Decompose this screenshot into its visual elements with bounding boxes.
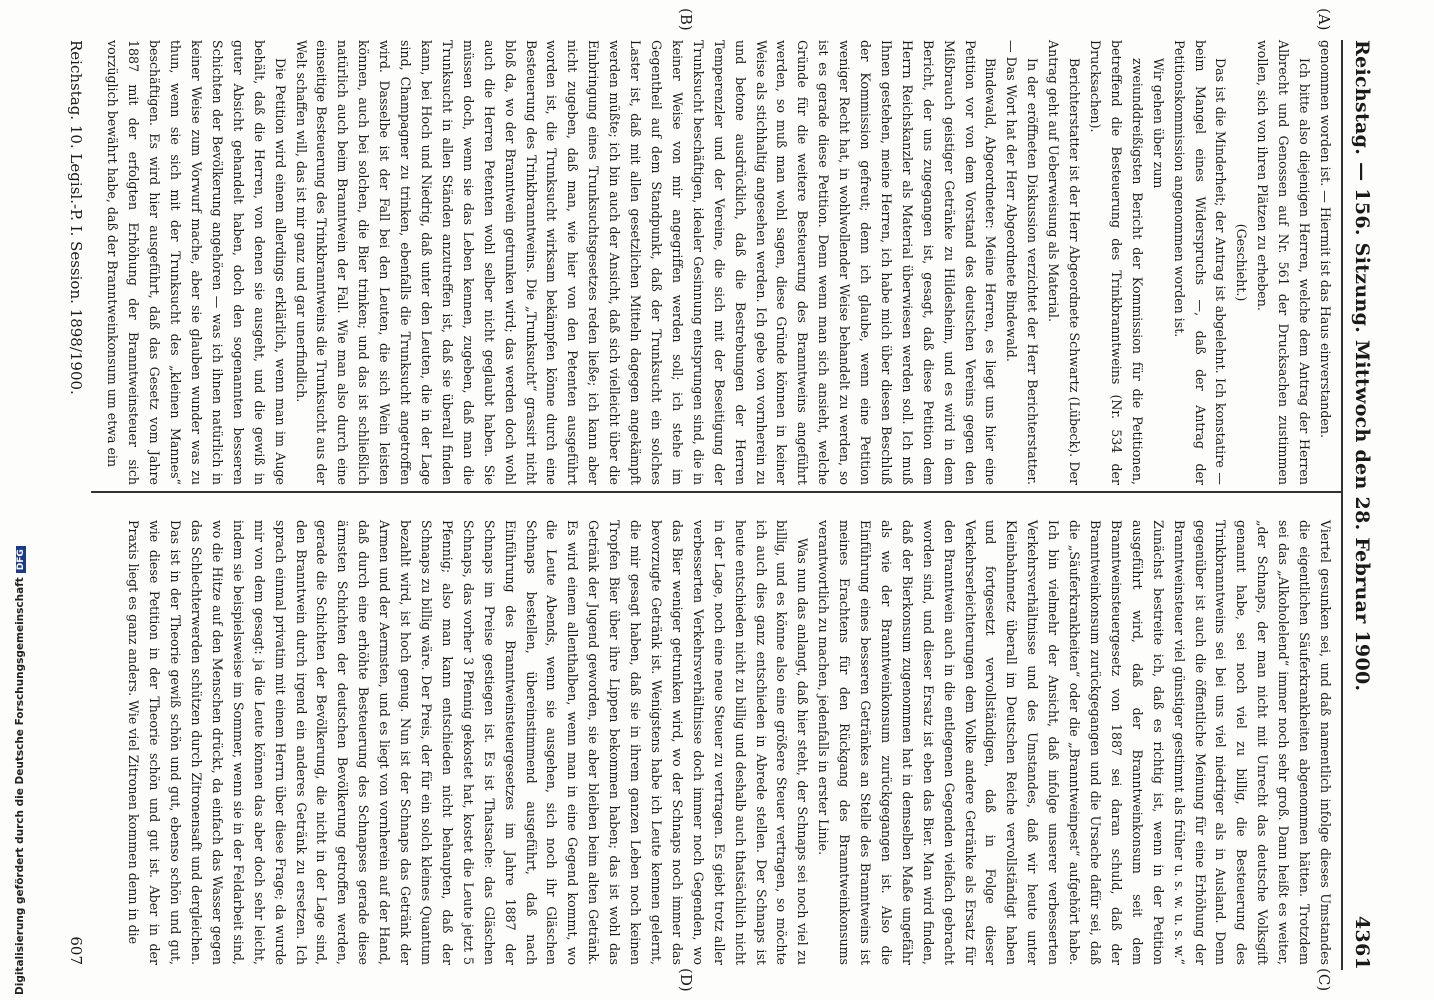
paragraph: Viertel gesunken sei, und daß namentlich infolge dieses Umstandes die eigentlichen Säuferkrankheiten abgenommen hätten. Trotzdem sei das „Alkoholelend“ immer noch sehr groß. Dann heißt es weiter, „der Schnaps, der man nicht mit Unrecht das deutsche Volksgift genannt habe, sei noch viel zu billig, die Besteuerung des Trinkbranntweins sei bei uns viel niedriger als in Ausland. Denn gegenüber ist auch die öffentliche Meinung für eine Erhöhung der Branntweinsteuer viel günstiger gestimmt als früher u. s. w. u. s. w.“ Zunächst bestreite ich, daß es richtig ist, wenn in der Petition ausgeführt wird, daß der Branntweinkonsum seit dem Branntweinsteuergesetz von 1887 sei daran schuld, daß der Branntweinkonsum zurückgegangen und die Ursache dafür sei, daß die „Säuferkrankheiten“ oder die „Branntweinpest“ aufgehört habe. Ich bin vielmehr der Ansicht, daß infolge unserer verbesserten Verkehrsverhältnisse und des Umstandes, daß wir heute unter Kleinbahnnetz überall im Deutschen Reiche vervollständigt haben und fortgesetzt vervollständigen, daß in Folge dieser Verkehrserleichterungen dem Volke andere Getränke als Ersatz für den Branntwein auch in die entlegenen Gegenden vielfach gebracht worden sind, und dieser Ersatz ist eben das Bier. Man wird finden, daß der Bierkonsum zugenommen hat in demselben Maße ungefähr als wie der Branntweinkonsum zurückgegangen ist. Also die Einführung eines besseren Getränkes an Stelle des Branntweins ist meines Erachtens für den Rückgang des Branntweinkonsums verantwortlich zu machen, jedenfalls in erster Linie.: [816, 520, 1333, 965]
paragraph: Ich bitte also diejenigen Herren, welche dem Antrag der Herren Albrecht und Genossen auf Nr. 561 der Drucksachen zustimmen wollen, sich von ihren Plätzen zu erheben.: [1255, 40, 1313, 485]
page-footer: [67, 40, 85, 485]
footer-sheet-number-text: 607: [67, 936, 85, 965]
running-header: [1343, 40, 1377, 970]
header-title: Reichstag. — 156. Sitzung. Mittwoch den 28. Februar 1900.: [1351, 40, 1373, 692]
header-rule: [1342, 40, 1344, 970]
footer-session: Reichstag. 10. Legisl.-P. I. Session. 1898/1900.: [67, 40, 85, 395]
paragraph: In der eröffneten Diskussion verzichtet der Herr Berichterstatter. — Das Wort hat der Herr Abgeordnete Bindewald.: [1004, 40, 1041, 485]
margin-marker-a: (A): [1315, 8, 1333, 31]
footer-sheet-number: [67, 520, 85, 965]
column-divider: [91, 491, 1341, 493]
digitization-credit-text: Digitalisierung gefördert durch die Deutsche Forschungsgemeinschaft: [14, 577, 26, 995]
paragraph: Was nun das anlangt, daß hier steht, der Schnaps sei noch viel zu billig, und es könne also eine größere Steuer vertragen, so möchte ich auch dies ganz entschieden in Abrede stellen. Der Schnaps ist heute entschieden nicht zu billig und deshalb auch thatsächlich nicht in der Lage, noch eine neue Steuer zu vertragen. Es giebt trotz aller verbesserten Verkehrsverhältnisse doch immer noch Gegenden, wo das Bier weniger getrunken wird, wo der Schnaps noch immer das bevorzugte Getränk ist. Wenigstens habe ich Leute kennen gelernt, die mir gesagt haben, daß sie in ihrem ganzen Leben noch keinen Tropfen Bier über ihre Lippen bekommen haben; das ist wohl das Getränk der Jugend geworden, sie aber bleiben beim alten Getränk. Es wird einem allenthalben, wenn man in eine Gegend kommt, wo die Leute Abends, wenn sie ausgehen, sich noch ihr Gläschen Schnaps bestellen, übereinstimmend ausgeführt, daß nach Einführung des Branntweinsteuergesetzes im Jahre 1887 der Schnaps im Preise gestiegen ist. Es ist Thatsache: das Gläschen Schnaps, das vorher 3 Pfennig gekostet hat, kostet die Leute jetzt 5 Pfennig; also man kann entschieden nicht behaupten, daß der Schnaps zu billig wäre. Der Preis, der für ein solch kleines Quantum bezahlt wird, ist hoch genug. Nun ist der Schnaps das Getränk der Armen und der Aermsten, und es liegt von vornherein auf der Hand, daß durch eine erhöhte Besteuerung des Schnapses gerade diese ärmsten Schichten der deutschen Bevölkerung getroffen werden, gerade die Schichten der Bevölkerung, die nicht in der Lage sind, den Branntwein durch irgend ein anderes Getränk zu ersetzen. Ich sprach einmal privatim mit einem Herrn über diese Frage; da wurde mir von dem gesagt: ja die Leute können das aber doch sehr leicht, indem sie beispielsweise im Sommer, wenn sie in der Feldarbeit sind, wo die Hitze auf den Menschen drückt, da einfach das Wasser gegen das Schlechterwerden schützen durch Zitronensaft und dergleichen. Das ist in der Theorie gewiß schön und gut, ebenso schön und gut, wie diese Petition in der Theorie schön und gut ist. Aber in der Praxis liegt es ganz anders. Wie viel Zitronen kommen denn in die: [126, 520, 811, 965]
digitization-credit: [14, 546, 26, 995]
margin-marker-c: (C): [1315, 968, 1333, 992]
right-text-column: [122, 520, 1335, 965]
dfg-logo-badge: DFG: [16, 546, 26, 573]
margin-marker-b: (B): [677, 8, 695, 31]
header-page-number: 4361: [1351, 915, 1373, 970]
paragraph: (Geschieht.): [1234, 223, 1250, 302]
paragraph: Wir gehen über zum: [1150, 58, 1166, 189]
paragraph: Berichterstatter ist der Herr Abgeordnete Schwartz (Lübeck). Der Antrag geht auf Ueberweisung als Material.: [1046, 40, 1083, 485]
paragraph: Bindewald, Abgeordneter: Meine Herren, es liegt uns hier eine Petition vor von dem Vorstand des deutschen Vereins gegen den Mißbrauch geistiger Getränke zu Hildesheim, und es wird in dem Bericht, der uns zugegangen ist, gesagt, daß diese Petition dem Herrn Reichskanzler als Material überwiesen werden soll. Ich muß Ihnen gestehen, meine Herren, ich habe mich über diesen Beschluß der Kommission gefreut; denn ich glaube, wenn eine Petition weniger Recht hat, in wohlwollender Weise behandelt zu werden, so ist es gerade diese Petition. Denn wenn man sich ansieht, welche Gründe für die weitere Besteuerung des Branntweins angeführt werden, so muß man wohl sagen, diese Gründe können in keiner Weise als stichhaltig angesehen werden. Ich gebe von vornherein zu und betone ausdrücklich, daß die Bestrebungen der Herren Temperenzler und der Vereine, die sich mit der Beseitigung der Trunksucht beschäftigen, idealer Gesinnung entsprungen sind, die in keiner Weise von mir angegriffen werden soll; ich stehe im Gegentheil auf dem Standpunkt, daß der Trunksucht ein solches Laster ist, daß mit allen gesetzlichen Mitteln dagegen angekämpft werden müßte; ich bin auch der Ansicht, daß sich vielleicht über die Einbringung eines Trunksuchtsgesetzes reden ließe; ich kann aber nicht zugeben, daß man, wie hier von den Petenten ausgeführt worden ist, die Trunksucht wirksam bekämpfen könne durch eine Besteuerung des Trinkbranntweins. Die „Trunksucht“ grassirt nicht bloß da, wo der Branntwein getrunken wird; das werden doch wohl auch die Herren Petenten wohl selber nicht geglaubt haben. Sie müssen doch, wenn sie das Leben kennen, zugeben, daß man die Trunksucht in allen Ständen anzutreffen ist, daß sie überall finden kann, bei Hoch und Niedrig, daß unter den Leuten, die in der Lage sind, Champagner zu trinken, ebenfalls die Trunksucht angetroffen wird. Dasselbe ist der Fall bei den Leuten, die sich Wein leisten können, auch bei solchen, die Bier trinken; und das ist schließlich natürlich auch beim Branntwein der Fall. Wie man also durch eine einseitige Besteuerung des Trinkbranntweins die Trunksucht aus der Welt schaffen will, das ist mir ganz und gar unerfindlich.: [293, 40, 999, 485]
digitization-credit-strip: [0, 0, 26, 1000]
paragraph: Das ist die Minderheit; der Antrag ist abgelehnt. Ich konstatire — beim Mangel eines Widerspruchs —, daß der Antrag der Petitionskommission angenommen worden ist.: [1171, 40, 1229, 485]
paragraph: genommen worden ist. — Hiermit ist das Haus einverstanden.: [1318, 40, 1333, 438]
left-text-column: [102, 40, 1335, 485]
paragraph: zweiunddreißigsten Bericht der Kommission für die Petitionen, betreffend die Besteuerung des Trinkbranntweins (Nr. 534 der Drucksachen).: [1088, 40, 1145, 485]
margin-marker-d: (D): [677, 968, 695, 992]
paragraph: Die Petition wird einem allerdings erklärlich, wenn man im Auge behält, daß die Herren, von denen sie ausgeht, und die gewiß in guter Absicht gehandelt haben, doch den sogenannten besseren Schichten der Bevölkerung angehören — was ich ihnen natürlich in keiner Weise zum Vorwurf mache, aber sie glauben wunder was zu thun, wenn sie sich mit der Trunksucht des „kleinen Mannes“ beschäftigen. Es wird hier ausgeführt, daß das Gesetz vom Jahre 1887 mit der erfolgten Erhöhung der Branntweinsteuer sich vorzüglich bewährt habe, daß der Branntweinkonsum um etwa ein: [105, 40, 288, 485]
